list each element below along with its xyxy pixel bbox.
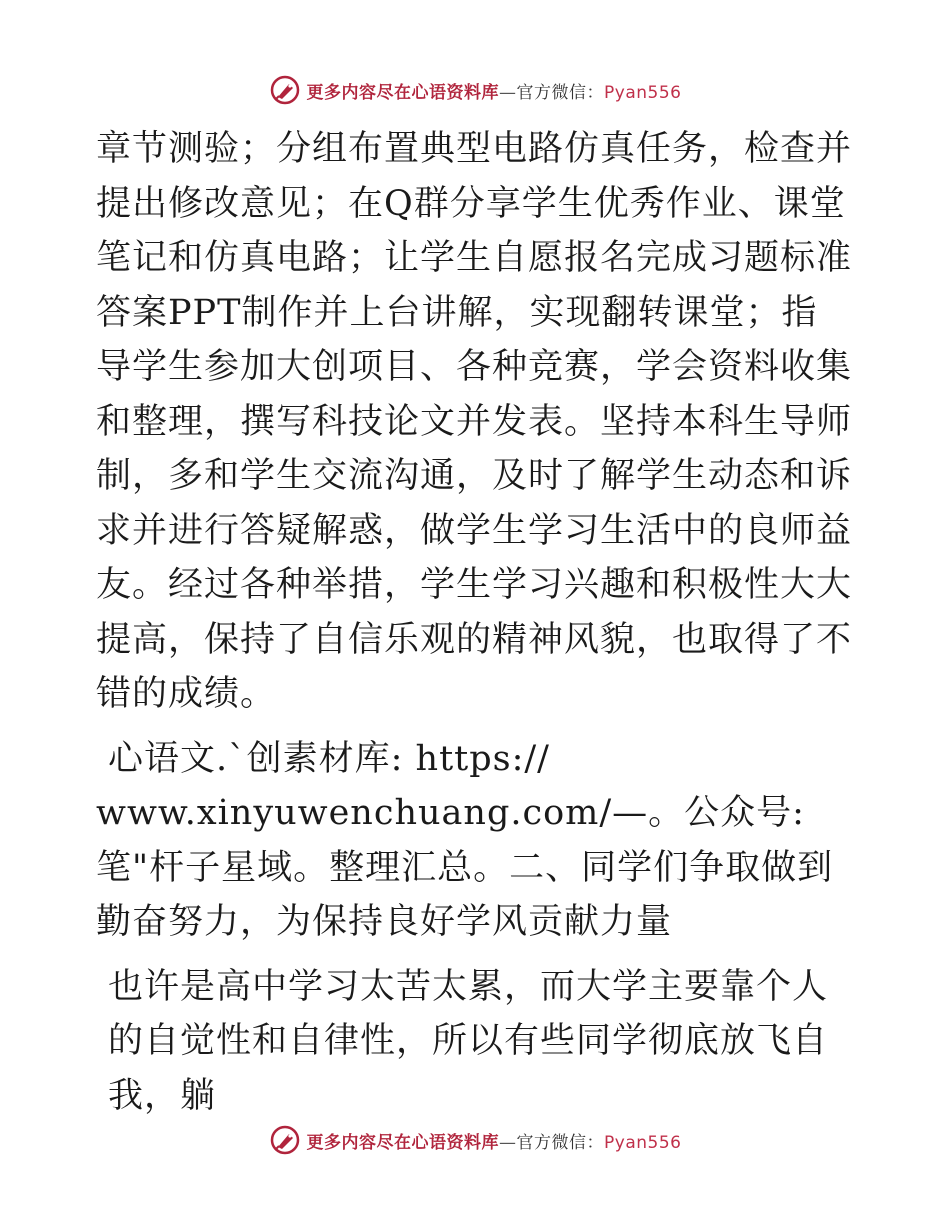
footer-wechat-label: 官方微信： [516,1132,605,1153]
paragraph-3: www.xinyuwenchuang.com/—。公众号: 笔"杆子星域。整理汇总。二、同学们争取做到勤奋努力，为保持良好学风贡献力量 [96,793,834,942]
footer-brand-text: 更多内容尽在心语资料库 [306,1132,500,1153]
footer-separator: — [499,1132,517,1153]
paragraph-1: 章节测验；分组布置典型电路仿真任务，检查并提出修改意见；在Q群分享学生优秀作业、课堂笔记和仿真电路；让学生自愿报名完成习题标准答案PPT制作并上台讲解，实现翻转课堂；指导学生参加大创项目、各种竞赛，学会资料收集和整理，撰写科技论文并发表。坚持本科生导师制，多和学生交流沟通，及时了解学生动态和诉求并进行答疑解惑，做学生学习生活中的良师益友。经过各种举措，学生学习兴趣和积极性大大提高，保持了自信乐观的精神风貌，也取得了不错的成绩。 [96,129,853,714]
footer-banner-text [307,1128,682,1153]
header-wechat-id: Pyan556 [604,82,682,103]
document-body [96,122,852,1123]
paragraph-4: 也许是高中学习太苦太累，而大学主要靠个人的自觉性和自律性，所以有些同学彻底放飞自我，躺 [108,966,829,1116]
header-separator: — [499,82,517,103]
header-banner-text [307,78,682,103]
footer-wechat-id: Pyan556 [604,1132,682,1153]
paragraph-2: 心语文.`创素材库: https:// [108,738,550,779]
header-banner [0,68,950,112]
footer-banner [0,1118,950,1162]
header-brand-text: 更多内容尽在心语资料库 [306,82,500,103]
pen-nib-logo-icon [269,74,301,106]
pen-nib-logo-icon [269,1124,301,1156]
header-wechat-label: 官方微信： [516,82,605,103]
